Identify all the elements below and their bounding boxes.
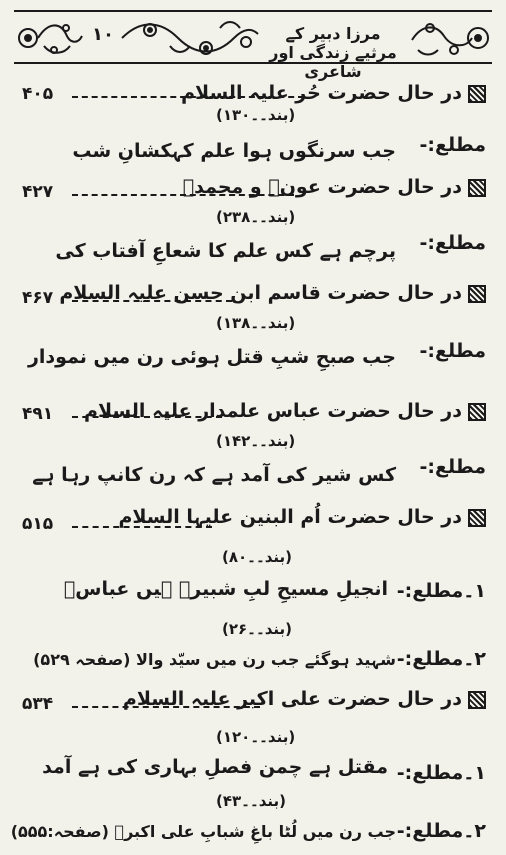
page-ref: ۴۶۷ [22,288,54,308]
header-rule-bottom [14,62,492,64]
page-number: ۱۰ [92,24,114,45]
verse-line: انجیلِ مسیحِ لبِ شبیرؑ ہیں عباسؑ [63,578,388,600]
section-heading: در حال حضرت علی اکبر علیہ السلام [123,688,486,710]
floral-ornament-right-icon [410,16,492,60]
running-header [0,0,506,81]
section-heading: در حال حضرت حُر علیہ السلام [181,82,486,104]
page-ref: ۵۱۵ [22,514,54,534]
band-number: (بند۔۔۴۳) [216,792,287,810]
band-number: (بند۔۔۱۴۲) [216,432,296,450]
page-ref: ۴۹۱ [22,404,54,424]
matla-label: ۲۔مطلع:- [396,648,486,670]
verse-line: جب رن میں لُٹا باغِ شبابِ علی اکبرؑ (صفحہ:۵۵۵) [10,822,396,841]
verse-line: پرچم ہے کس علم کا شعاعِ آفتاب کی [55,240,396,262]
ornament-marker-icon [468,691,486,709]
matla-label: مطلع:- [419,340,486,362]
floral-ornament-left-icon [14,16,84,60]
matla-label: مطلع:- [419,232,486,254]
matla-label: مطلع:- [419,134,486,156]
band-number: (بند۔۔۱۳۰) [216,106,296,124]
ornament-marker-icon [468,509,486,527]
matla-label: مطلع:- [419,456,486,478]
page-ref: ۵۳۴ [22,694,54,714]
verse-line: مقتل ہے چمن فصلِ بہاری کی ہے آمد [42,756,388,778]
page-ref: ۴۲۷ [22,182,54,202]
band-number: (بند۔۔۸۰) [222,548,293,566]
section-heading: در حال حضرت عونؑ و محمدؑ [183,176,486,198]
verse-line: شہید ہوگئے جب رن میں سیّد والا (صفحہ ۵۲۹) [33,650,396,669]
section-heading: در حال حضرت قاسم ابن حسن علیہ السلام [59,282,486,304]
section-heading: در حال حضرت عباس علمدار علیہ السلام [84,400,486,422]
page-ref: ۴۰۵ [22,84,54,104]
verse-line: جب صبحِ شبِ قتل ہوئی رن میں نمودار [27,346,396,368]
band-number: (بند۔۔۱۲۰) [216,728,296,746]
band-number: (بند۔۔۲۳۸) [216,208,296,226]
verse-line: کس شیر کی آمد ہے کہ رن کانپ رہا ہے [32,464,396,486]
running-title: مرزا دبیر کے مرثیے زندگی اور شاعری [269,24,397,81]
ornament-marker-icon [468,285,486,303]
section-heading: در حال حضرت اُم البنین علیہا السلام [118,506,486,528]
ornament-marker-icon [468,85,486,103]
floral-ornament-mid-left-icon [120,16,260,60]
header-rule-top [14,10,492,12]
matla-label: ۱۔مطلع:- [396,762,486,784]
ornament-marker-icon [468,403,486,421]
band-number: (بند۔۔۱۳۸) [216,314,296,332]
matla-label: ۲۔مطلع:- [396,820,486,842]
verse-line: جب سرنگوں ہوا علم کہکشانِ شب [72,140,396,162]
band-number: (بند۔۔۲۶) [222,620,293,638]
matla-label: ۱۔مطلع:- [396,580,486,602]
ornament-marker-icon [468,179,486,197]
